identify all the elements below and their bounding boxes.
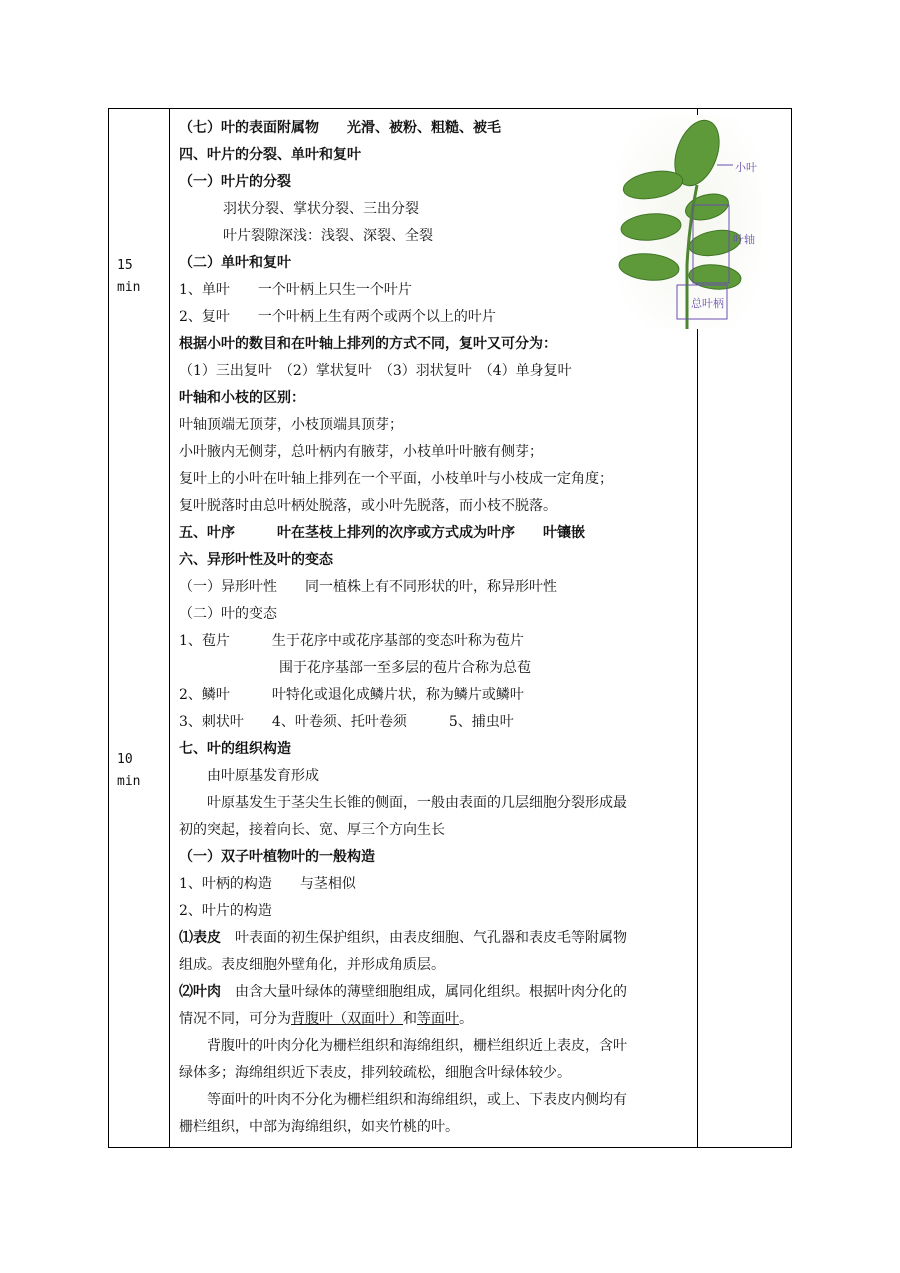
column-divider-1 [169,109,170,1147]
text-span: 叶表面的初生保护组织，由表皮细胞、气孔器和表皮毛等附属物 [221,930,627,946]
text-span: 情况不同，可分为 [179,1011,291,1027]
text-line: 组成。表皮细胞外壁角化，并形成角质层。 [179,957,445,973]
text-span: 由含大量叶绿体的薄壁细胞组成，属同化组织。根据叶肉分化的 [221,984,627,1000]
subsection-heading: （一）双子叶植物叶的一般构造 [179,849,375,865]
text-line: 2、复叶 一个叶柄上生有两个或两个以上的叶片 [179,309,496,325]
text-line: 初的突起，接着向长、宽、厚三个方向生长 [179,822,445,838]
time-cell-1: 15 min [117,258,141,295]
text-line [179,982,627,1002]
text-line: 2、鳞叶 叶特化或退化成鳞片状，称为鳞片或鳞叶 [179,687,524,703]
compound-leaf-illustration [617,115,761,329]
text-line: 复叶脱落时由总叶柄处脱落，或小叶先脱落，而小枝不脱落。 [179,498,557,514]
term-epidermis: ⑴表皮 [179,930,221,946]
text-line: 1、苞片 生于花序中或花序基部的变态叶称为苞片 [179,633,524,649]
text-line: 栅栏组织，中部为海绵组织，如夹竹桃的叶。 [179,1119,459,1135]
text-line: 根据小叶的数目和在叶轴上排列的方式不同，复叶又可分为： [179,336,557,352]
text-line: （1）三出复叶 （2）掌状复叶 （3）羽状复叶 （4）单身复叶 [179,363,572,379]
subsection-heading: （二）单叶和复叶 [179,255,291,271]
text-line: 叶轴和小枝的区别： [179,390,305,406]
term-dorsiventral-leaf: 背腹叶（双面叶） [291,1011,403,1027]
text-line: （七）叶的表面附属物 光滑、被粉、粗糙、被毛 [179,120,501,136]
text-line: 1、叶柄的构造 与茎相似 [179,876,356,892]
text-span: 和 [403,1011,417,1027]
lesson-table [108,108,792,1148]
text-line [179,928,627,948]
text-line: 1、单叶 一个叶柄上只生一个叶片 [179,282,412,298]
label-petiole: 总叶柄 [691,297,724,310]
text-line: 叶片裂隙深浅：浅裂、深裂、全裂 [223,228,433,244]
term-isobilateral-leaf: 等面叶 [417,1011,459,1027]
text-line: 背腹叶的叶肉分化为栅栏组织和海绵组织，栅栏组织近上表皮，含叶 [207,1038,627,1054]
compound-leaf-figure [617,115,761,329]
label-leaflet: 小叶 [735,161,757,174]
text-line: 绿体多；海绵组织近下表皮，排列较疏松，细胞含叶绿体较少。 [179,1065,571,1081]
section-heading: 七、叶的组织构造 [179,741,291,757]
text-line: 叶原基发生于茎尖生长锥的侧面，一般由表面的几层细胞分裂形成最 [207,795,627,811]
text-line: 羽状分裂、掌状分裂、三出分裂 [223,201,419,217]
subsection-heading: （二）叶的变态 [179,606,277,622]
text-line [179,1009,473,1029]
text-line: 等面叶的叶肉不分化为栅栏组织和海绵组织，或上、下表皮内侧均有 [207,1092,627,1108]
term-mesophyll: ⑵叶肉 [179,984,221,1000]
section-heading: 五、叶序 叶在茎枝上排列的次序或方式成为叶序 叶镶嵌 [179,525,585,541]
label-rachis: 叶轴 [733,233,755,246]
text-line: 复叶上的小叶在叶轴上排列在一个平面，小枝单叶与小枝成一定角度； [179,471,613,487]
section-heading: 六、异形叶性及叶的变态 [179,552,333,568]
text-line: （一）异形叶性 同一植株上有不同形状的叶，称异形叶性 [179,579,557,595]
text-span: 。 [459,1011,473,1027]
section-heading: 四、叶片的分裂、单叶和复叶 [179,147,361,163]
subsection-heading: （一）叶片的分裂 [179,174,291,190]
text-line: 围于花序基部一至多层的苞片合称为总苞 [279,660,531,676]
text-line: 由叶原基发育形成 [207,768,319,784]
text-line: 3、刺状叶 4、叶卷须、托叶卷须 5、捕虫叶 [179,714,514,730]
text-line: 叶轴顶端无顶芽，小枝顶端具顶芽； [179,417,403,433]
time-cell-2: 10 min [117,752,141,789]
text-line: 2、叶片的构造 [179,903,272,919]
text-line: 小叶腋内无侧芽，总叶柄内有腋芽，小枝单叶叶腋有侧芽； [179,444,543,460]
